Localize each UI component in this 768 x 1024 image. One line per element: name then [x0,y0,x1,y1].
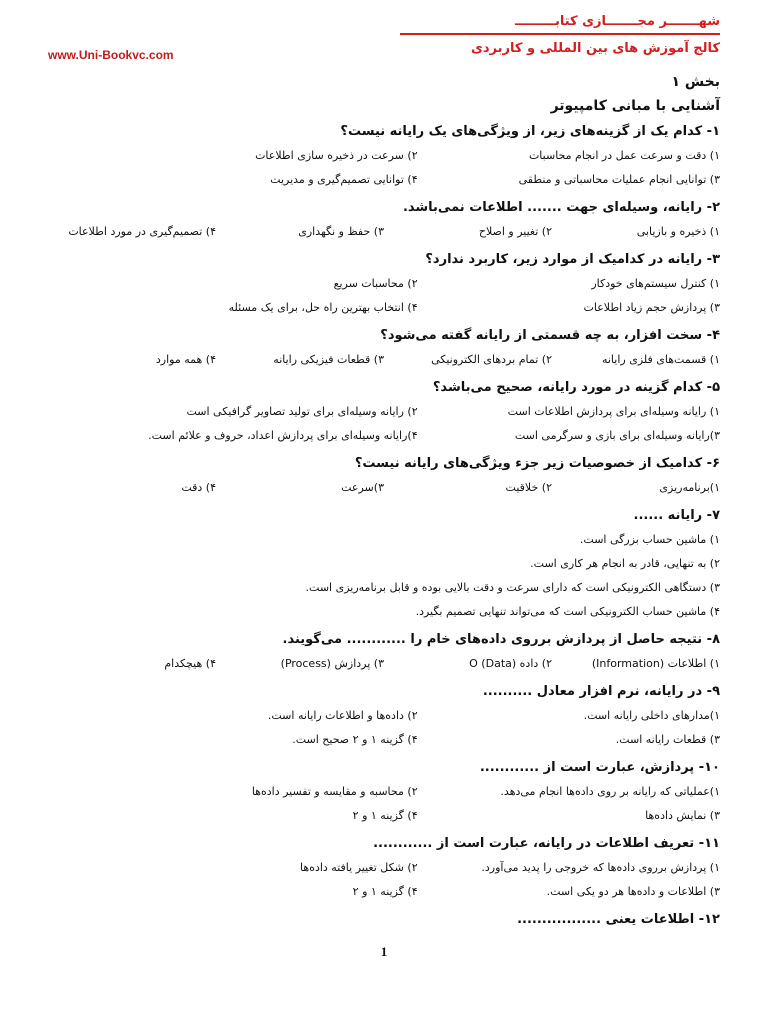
answer-option: ۳) حفظ و نگهداری [298,225,384,238]
option-row [48,220,720,244]
answer-option: ۳) پردازش حجم زیاد اطلاعات [583,301,720,314]
option-row [48,652,720,676]
answer-option: ۳) اطلاعات و داده‌ها هر دو یکی است. [546,885,720,898]
answer-option: ۲) رایانه وسیله‌ای برای تولید تصاویر گرافیکی است [186,405,418,418]
option-row [48,424,720,448]
option-row [48,728,720,752]
question-title: ۴- سخت افزار، به چه قسمتی از رایانه گفته می‌شود؟ [380,328,720,343]
question [48,628,720,676]
answer-options [48,220,720,244]
answer-options [48,528,720,624]
option-row [48,780,720,804]
answer-option: ۴)رایانه وسیله‌ای برای پردازش اعداد، حروف و علائم است. [148,429,418,442]
answer-option: ۴) ماشین حساب الکترونیکی است که می‌تواند تنهایی تصمیم بگیرد. [415,605,720,618]
answer-option: ۳)رایانه وسیله‌ای برای بازی و سرگرمی است [514,429,720,442]
brand-block [400,14,720,56]
brand-title: شهـــــــر مجـــــــازی کتابـــــــــ [514,14,720,29]
answer-option: ۱)مدارهای داخلی رایانه است. [583,709,720,722]
answer-option: ۱) رایانه وسیله‌ای برای پردازش اطلاعات است [507,405,720,418]
answer-option: ۲) شکل تغییر یافته داده‌ها [300,861,418,874]
answer-option: ۲) محاسبه و مقایسه و تفسیر داده‌ها [251,785,418,798]
answer-option: ۴) همه موارد [155,353,216,366]
answer-option: ۲) داده (Data) O [469,657,552,670]
option-row [48,880,720,904]
option-row [48,600,720,624]
option-row [48,804,720,828]
answer-options [48,144,720,192]
question [48,120,720,192]
question-title: ۱- کدام یک از گزینه‌های زیر، از ویژگی‌های یک رایانه نیست؟ [340,124,720,139]
option-row [48,552,720,576]
answer-options [48,780,720,828]
answer-option: ۴) دقت [181,481,216,494]
answer-option: ۱) ماشین حساب بزرگی است. [579,533,720,546]
answer-option: ۴) گزینه ۱ و ۲ [352,809,418,822]
answer-option: ۳) قطعات رایانه است. [615,733,720,746]
option-row [48,576,720,600]
question [48,504,720,624]
answer-option: ۳) توانایی انجام عملیات محاسباتی و منطقی [518,173,720,186]
brand-underline [400,33,720,35]
answer-option: ۲) خلاقیت [505,481,552,494]
answer-option: ۱) کنترل سیستم‌های خودکار [591,277,720,290]
answer-option: ۳) پردازش (Process) [280,657,384,670]
question-title: ۳- رایانه در کدامیک از موارد زیر، کاربرد ندارد؟ [425,252,720,267]
option-row [48,296,720,320]
answer-option: ۱)برنامه‌ریزی [659,481,720,494]
option-row [48,528,720,552]
question [48,452,720,500]
option-row [48,168,720,192]
subject-heading: آشنایی با مبانی کامپیوتر [550,98,720,114]
answer-options [48,476,720,500]
answer-option: ۱)عملیاتی که رایانه بر روی داده‌ها انجام می‌دهد. [500,785,720,798]
question-title: ۸- نتیجه حاصل از پردازش برروی داده‌های خام را ............ می‌گویند. [282,632,720,647]
question-list [48,120,720,932]
answer-option: ۱) قسمت‌های فلزی رایانه [601,353,720,366]
question [48,324,720,372]
answer-option: ۳)سرعت [341,481,384,494]
option-row [48,400,720,424]
answer-option: ۴) تصمیم‌گیری در مورد اطلاعات [68,225,216,238]
answer-option: ۴) انتخاب بهترین راه حل، برای یک مسئله [228,301,418,314]
answer-option: ۱) دقت و سرعت عمل در انجام محاسبات [528,149,720,162]
question [48,376,720,448]
question [48,832,720,904]
answer-option: ۲) داده‌ها و اطلاعات رایانه است. [267,709,418,722]
question [48,196,720,244]
question [48,248,720,320]
answer-options [48,704,720,752]
question-title: ۱۲- اطلاعات یعنی ................. [517,912,720,927]
part-heading: بخش ۱ [671,74,720,90]
answer-option: ۳) نمایش داده‌ها [645,809,720,822]
question [48,756,720,828]
option-row [48,144,720,168]
answer-option: ۲) سرعت در ذخیره سازی اطلاعات [255,149,418,162]
option-row [48,856,720,880]
option-row [48,348,720,372]
answer-option: ۲) تمام بردهای الکترونیکی [431,353,552,366]
question-title: ۲- رایانه، وسیله‌ای جهت ....... اطلاعات نمی‌باشد. [402,200,720,215]
page-number: 1 [380,944,388,959]
question-title: ۹- در رایانه، نرم افزار معادل .......... [482,684,720,699]
answer-option: ۱) اطلاعات (Information) [591,657,720,670]
answer-options [48,652,720,676]
brand-subtitle: کالج آموزش های بین المللی و کاربردی [471,41,720,56]
question-title: ۱۰- پردازش، عبارت است از ............ [479,760,720,775]
answer-options [48,856,720,904]
option-row [48,476,720,500]
answer-option: ۱) پردازش برروی داده‌ها که خروجی را پدید می‌آورد. [481,861,720,874]
site-url: www.Uni-Bookvc.com [48,48,174,62]
answer-option: ۲) به تنهایی، قادر به انجام هر کاری است. [530,557,720,570]
answer-option: ۱) ذخیره و بازیابی [636,225,720,238]
answer-options [48,272,720,320]
page-content [48,74,720,936]
answer-option: ۳) دستگاهی الکترونیکی است که دارای سرعت و دقت بالایی بوده و قابل برنامه‌ریزی است. [305,581,720,594]
question-title: ۱۱- تعریف اطلاعات در رایانه، عبارت است از ............ [373,836,720,851]
option-row [48,272,720,296]
question-title: ۷- رایانه ...... [633,508,720,523]
answer-option: ۴) گزینه ۱ و ۲ [352,885,418,898]
question-title: ۶- کدامیک از خصوصیات زیر جزء ویژگی‌های رایانه نیست؟ [354,456,720,471]
option-row [48,704,720,728]
answer-option: ۴) گزینه ۱ و ۲ صحیح است. [292,733,418,746]
question [48,680,720,752]
answer-option: ۲) محاسبات سریع [333,277,418,290]
question-title: ۵- کدام گزینه در مورد رایانه، صحیح می‌باشد؟ [432,380,720,395]
answer-option: ۳) قطعات فیزیکی رایانه [273,353,384,366]
answer-options [48,348,720,372]
answer-options [48,400,720,448]
answer-option: ۲) تغییر و اصلاح [478,225,552,238]
question [48,908,720,932]
answer-option: ۴) هیچکدام [164,657,216,670]
answer-option: ۴) توانایی تصمیم‌گیری و مدیریت [270,173,418,186]
